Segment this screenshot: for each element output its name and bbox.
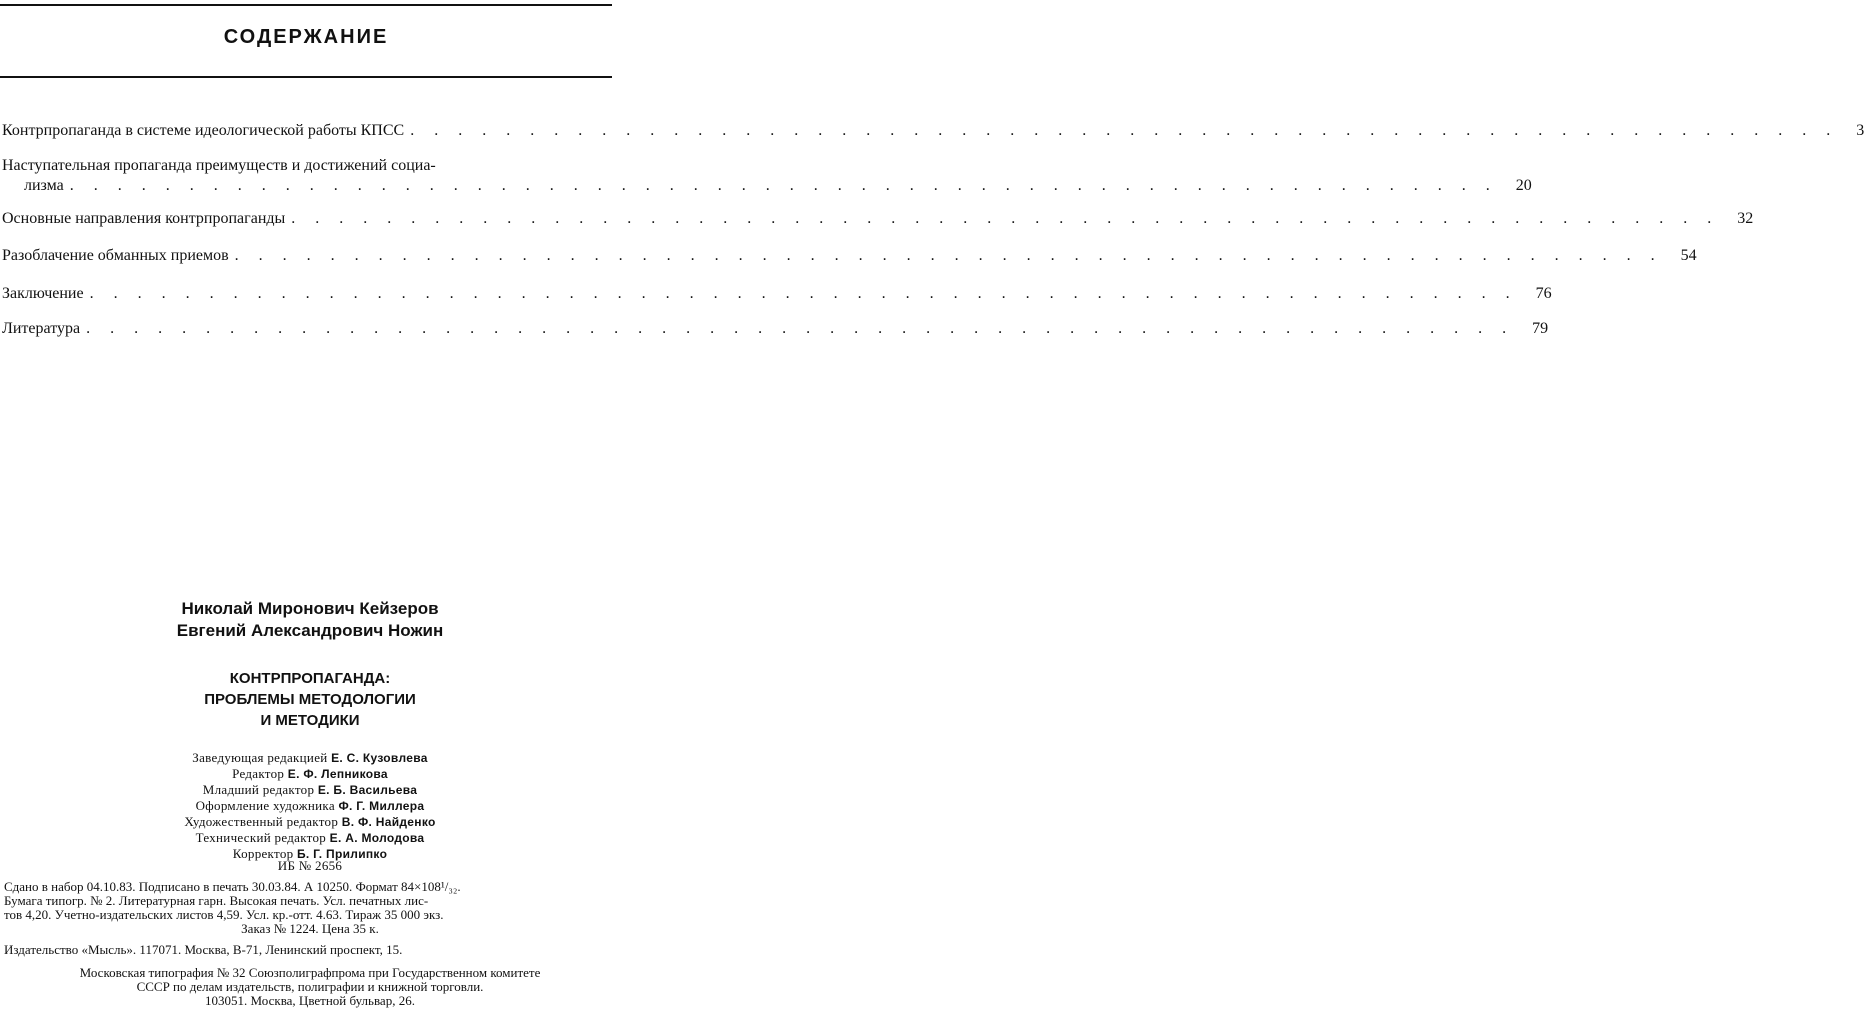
toc-entry-title: Заключение (2, 285, 84, 302)
credit-name: Е. Б. Васильева (317, 783, 418, 797)
toc-entry[interactable] (2, 121, 1864, 141)
toc-heading: СОДЕРЖАНИЕ (223, 26, 389, 48)
publisher-info: Издательство «Мысль». 117071. Москва, В-71, Ленинский проспект, 15. (4, 942, 403, 957)
book-title-line: И МЕТОДИКИ (260, 712, 360, 729)
credit-line (0, 814, 620, 830)
credit-line (0, 782, 620, 798)
toc-entry[interactable] (2, 209, 1754, 229)
editorial-credits (0, 750, 620, 862)
printer-line: СССР по делам издательств, полиграфии и книжной торговли. (136, 979, 484, 994)
author-name: Евгений Александрович Ножин (176, 621, 444, 640)
author-name: Николай Миронович Кейзеров (181, 599, 439, 618)
print-data-line: Заказ № 1224. Цена 35 к. (241, 921, 379, 936)
toc-entry-title: Контрпропаганда в системе идеологической работы КПСС (2, 122, 405, 139)
toc-entry-title-line2: лизма (24, 177, 64, 194)
heading-rule (0, 76, 612, 78)
credit-name: Ф. Г. Миллера (338, 799, 425, 813)
credit-role: Корректор (232, 846, 294, 861)
toc-entry-title-line1: Наступательная пропаганда преимуществ и достижений социа- (2, 157, 436, 174)
toc-leader-dots: ............................................................ (410, 122, 1851, 139)
credit-name: Е. А. Молодова (329, 831, 425, 845)
credit-name: Е. С. Кузовлева (331, 751, 428, 765)
authors (0, 598, 620, 642)
printer-info (4, 966, 616, 1008)
credit-role: Технический редактор (195, 830, 327, 845)
printer-line: 103051. Москва, Цветной бульвар, 26. (205, 993, 415, 1008)
toc-entry-page: 32 (1737, 210, 1754, 227)
toc-entry-page: 79 (1532, 320, 1549, 337)
book-title-line: КОНТРПРОПАГАНДА: (229, 670, 391, 687)
toc-leader-dots: ............................................................ (234, 247, 1675, 264)
credit-name: Е. Ф. Лепникова (287, 767, 388, 781)
top-rule (0, 4, 612, 6)
credit-line (0, 766, 620, 782)
credit-name: В. Ф. Найденко (341, 815, 436, 829)
print-data-line: тов 4,20. Учетно-издательских листов 4,59. Усл. кр.-отт. 4.63. Тираж 35 000 экз. (4, 907, 444, 922)
print-data-line: Сдано в набор 04.10.83. Подписано в печать 30.03.84. А 10250. Формат 84×108¹/₃₂. (4, 879, 461, 894)
book-title (0, 668, 620, 731)
credit-line (0, 750, 620, 766)
toc-entry-title: Разоблачение обманных приемов (2, 247, 229, 264)
credit-line (0, 830, 620, 846)
toc-entry[interactable] (2, 246, 1697, 266)
toc-entry[interactable] (2, 284, 1552, 304)
toc-entry-page: 3 (1856, 122, 1864, 139)
book-title-line: ПРОБЛЕМЫ МЕТОДОЛОГИИ (204, 691, 416, 708)
toc-entry-title: Основные направления контрпропаганды (2, 210, 286, 227)
toc-entry[interactable] (2, 319, 1549, 339)
toc-entry-page: 20 (1515, 177, 1532, 194)
credit-line (0, 798, 620, 814)
toc-leader-dots: ............................................................ (86, 320, 1527, 337)
toc-entry-page: 76 (1535, 285, 1552, 302)
credit-role: Младший редактор (202, 782, 315, 797)
toc-leader-dots: ............................................................ (69, 177, 1510, 194)
print-data (4, 880, 616, 936)
toc-entry-title: Литература (2, 320, 81, 337)
toc-leader-dots: ............................................................ (291, 210, 1732, 227)
printer-line: Московская типография № 32 Союзполиграфпрома при Государственном комитете (79, 965, 541, 980)
ib-number: ИБ № 2656 (277, 858, 343, 873)
toc-entry[interactable] (2, 156, 1532, 196)
credit-role: Оформление художника (195, 798, 335, 813)
print-data-line: Бумага типогр. № 2. Литературная гарн. Высокая печать. Усл. печатных лис- (4, 893, 429, 908)
toc-entry-page: 54 (1680, 247, 1697, 264)
credit-role: Редактор (232, 766, 285, 781)
credit-role: Заведующая редакцией (192, 750, 328, 765)
credit-role: Художественный редактор (184, 814, 339, 829)
credit-name: Б. Г. Прилипко (296, 847, 388, 861)
toc-leader-dots: ............................................................ (89, 285, 1530, 302)
